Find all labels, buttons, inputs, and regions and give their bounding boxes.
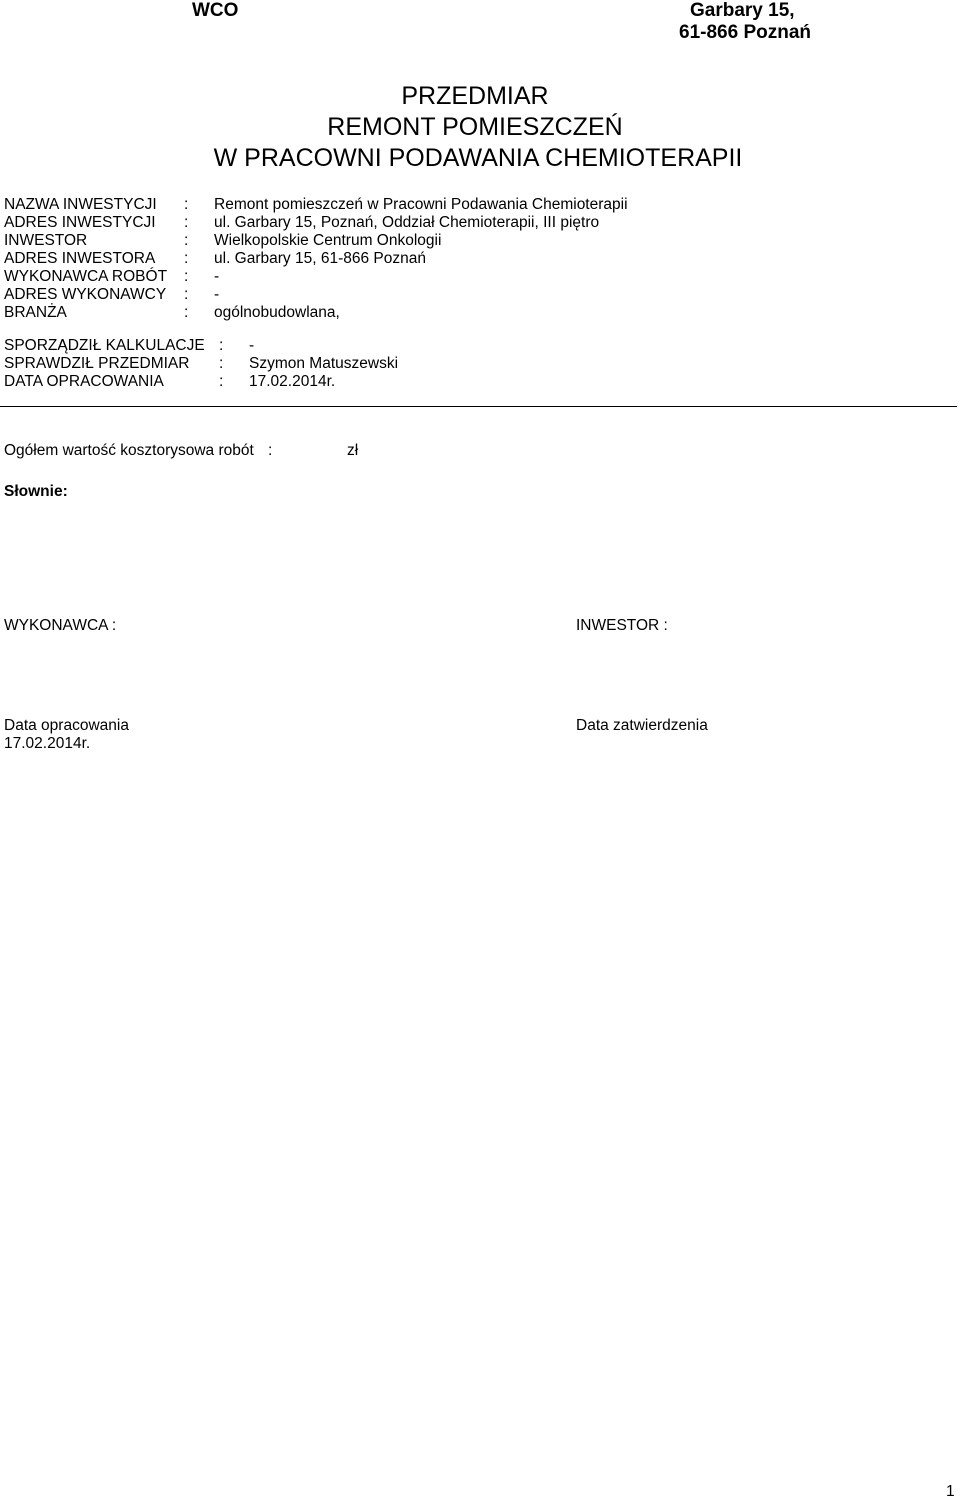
prep-label: SPRAWDZIŁ PRZEDMIAR (4, 355, 190, 372)
info-label: WYKONAWCA ROBÓT (4, 268, 168, 285)
info-separator: : (184, 214, 189, 231)
document-subtitle-2: W PRACOWNI PODAWANIA CHEMIOTERAPII (213, 144, 743, 172)
prep-separator: : (219, 337, 224, 354)
info-separator: : (184, 232, 189, 249)
page-number: 1 (946, 1483, 955, 1500)
header-address-line2: 61-866 Poznań (679, 22, 811, 43)
info-value: ul. Garbary 15, Poznań, Oddział Chemioterapii, III piętro (214, 214, 600, 231)
info-label: BRANŻA (4, 304, 67, 321)
info-value: - (214, 268, 220, 285)
info-label: ADRES INWESTYCJI (4, 214, 156, 231)
info-value: Wielkopolskie Centrum Onkologii (214, 232, 442, 249)
section-divider (0, 406, 957, 407)
total-cost-currency: zł (347, 442, 359, 459)
prep-value: 17.02.2014r. (249, 373, 336, 390)
prepared-date-value: 17.02.2014r. (4, 735, 91, 752)
info-value: - (214, 286, 220, 303)
info-value: ul. Garbary 15, 61-866 Poznań (214, 250, 426, 267)
contractor-signature-label: WYKONAWCA : (4, 617, 117, 634)
info-label: ADRES WYKONAWCY (4, 286, 167, 303)
prepared-date-label: Data opracowania (4, 717, 129, 734)
info-label: ADRES INWESTORA (4, 250, 156, 267)
document-subtitle: REMONT POMIESZCZEŃ (327, 113, 623, 141)
info-separator: : (184, 250, 189, 267)
approved-date-label: Data zatwierdzenia (576, 717, 708, 734)
prep-value: - (249, 337, 255, 354)
amount-in-words-label: Słownie: (4, 483, 68, 500)
info-separator: : (184, 268, 189, 285)
prep-label: DATA OPRACOWANIA (4, 373, 164, 390)
total-cost-label: Ogółem wartość kosztorysowa robót (4, 442, 254, 459)
total-cost-separator: : (268, 442, 273, 459)
info-value: ogólnobudowlana, (214, 304, 340, 321)
document-title: PRZEDMIAR (401, 82, 549, 110)
investor-signature-label: INWESTOR : (576, 617, 668, 634)
header-address-line1: Garbary 15, (690, 0, 795, 21)
info-label: INWESTOR (4, 232, 88, 249)
info-separator: : (184, 304, 189, 321)
header-company: WCO (192, 0, 239, 21)
info-separator: : (184, 286, 189, 303)
info-label: NAZWA INWESTYCJI (4, 196, 157, 213)
info-separator: : (184, 196, 189, 213)
prep-separator: : (219, 373, 224, 390)
prep-value: Szymon Matuszewski (249, 355, 399, 372)
prep-separator: : (219, 355, 224, 372)
info-value: Remont pomieszczeń w Pracowni Podawania Chemioterapii (214, 196, 628, 213)
prep-label: SPORZĄDZIŁ KALKULACJE (4, 337, 205, 354)
